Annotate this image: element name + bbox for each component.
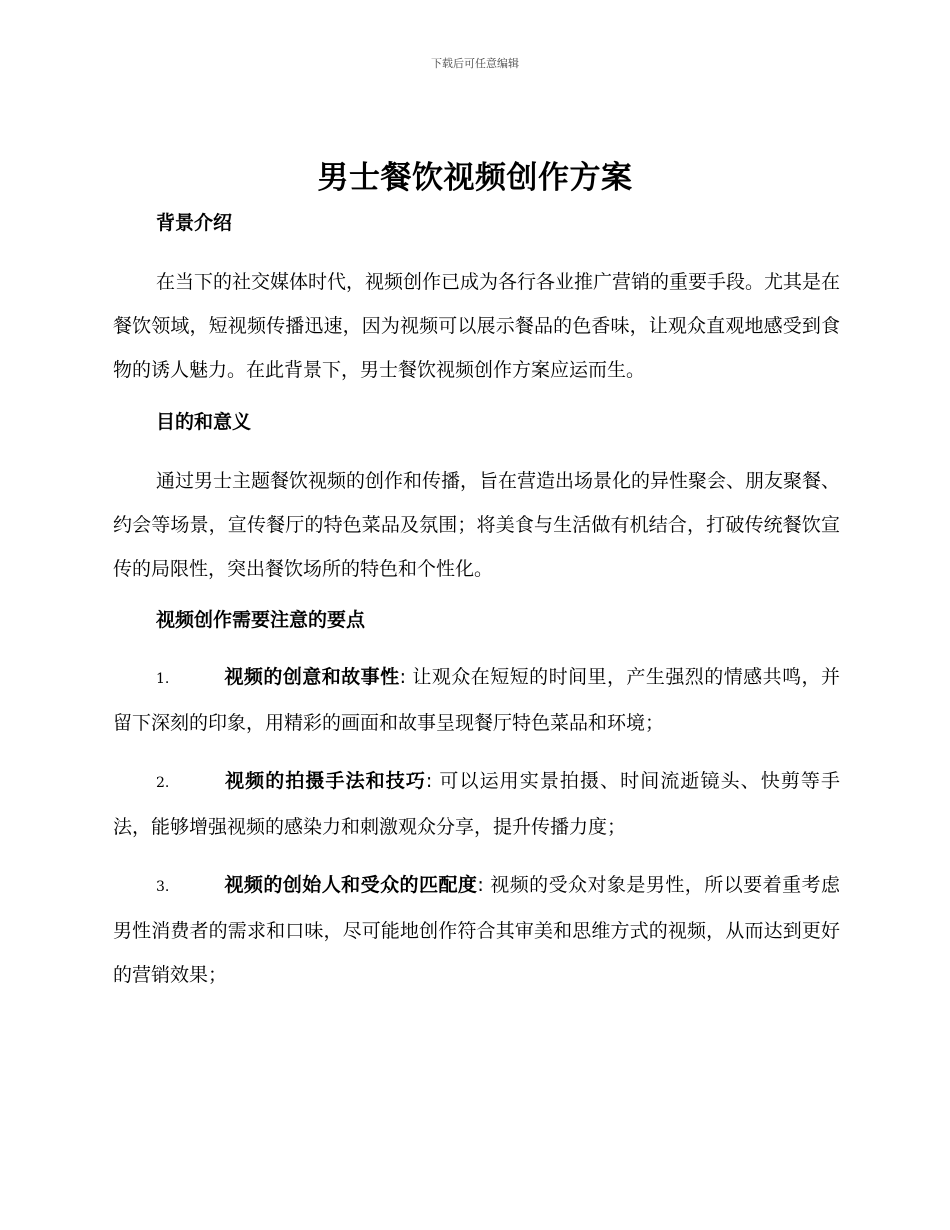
section-heading: 目的和意义 — [156, 411, 252, 433]
section-background — [113, 208, 840, 392]
list-number: 1. — [156, 671, 170, 687]
list-item — [113, 863, 840, 997]
list-colon: : — [477, 874, 484, 896]
section-key-points — [113, 605, 840, 997]
list-text: 可以运用实景拍摄、时间流逝镜头、快剪等手法，能够增强视频的感染力和刺激观众分享，提升传播力度； — [113, 770, 840, 838]
list-text: 视频的受众对象是男性，所以要着重考虑男性消费者的需求和口味，尽可能地创作符合其审美和思维方式的视频，从而达到更好的营销效果； — [113, 874, 840, 986]
list-number: 3. — [156, 879, 170, 895]
list-item — [113, 759, 840, 849]
list-text: 让观众在短短的时间里，产生强烈的情感共鸣，并留下深刻的印象，用精彩的画面和故事呈现餐厅特色菜品和环境； — [113, 666, 840, 734]
section-purpose — [113, 407, 840, 591]
list-item — [113, 655, 840, 745]
section-paragraph: 通过男士主题餐饮视频的创作和传播，旨在营造出场景化的异性聚会、朋友聚餐、约会等场景，宣传餐厅的特色菜品及氛围；将美食与生活做有机结合，打破传统餐饮宣传的局限性，突出餐饮场所的特色和个性化。 — [113, 470, 841, 580]
document-body — [113, 205, 840, 997]
list-colon: : — [399, 666, 406, 688]
list-colon: : — [425, 770, 433, 792]
document-title: 男士餐饮视频创作方案 — [317, 160, 633, 196]
list-term: 视频的拍摄手法和技巧 — [224, 770, 426, 792]
section-heading: 背景介绍 — [156, 212, 233, 234]
section-heading: 视频创作需要注意的要点 — [156, 609, 366, 631]
list-term: 视频的创意和故事性 — [224, 666, 400, 688]
list-term: 视频的创始人和受众的匹配度 — [224, 874, 478, 896]
section-paragraph: 在当下的社交媒体时代，视频创作已成为各行各业推广营销的重要手段。尤其是在餐饮领域，短视频传播迅速，因为视频可以展示餐品的色香味，让观众直观地感受到食物的诱人魅力。在此背景下，男士餐饮视频创作方案应运而生。 — [113, 271, 841, 381]
list-number: 2. — [156, 775, 170, 791]
header-note: 下载后可任意编辑 — [431, 57, 519, 70]
